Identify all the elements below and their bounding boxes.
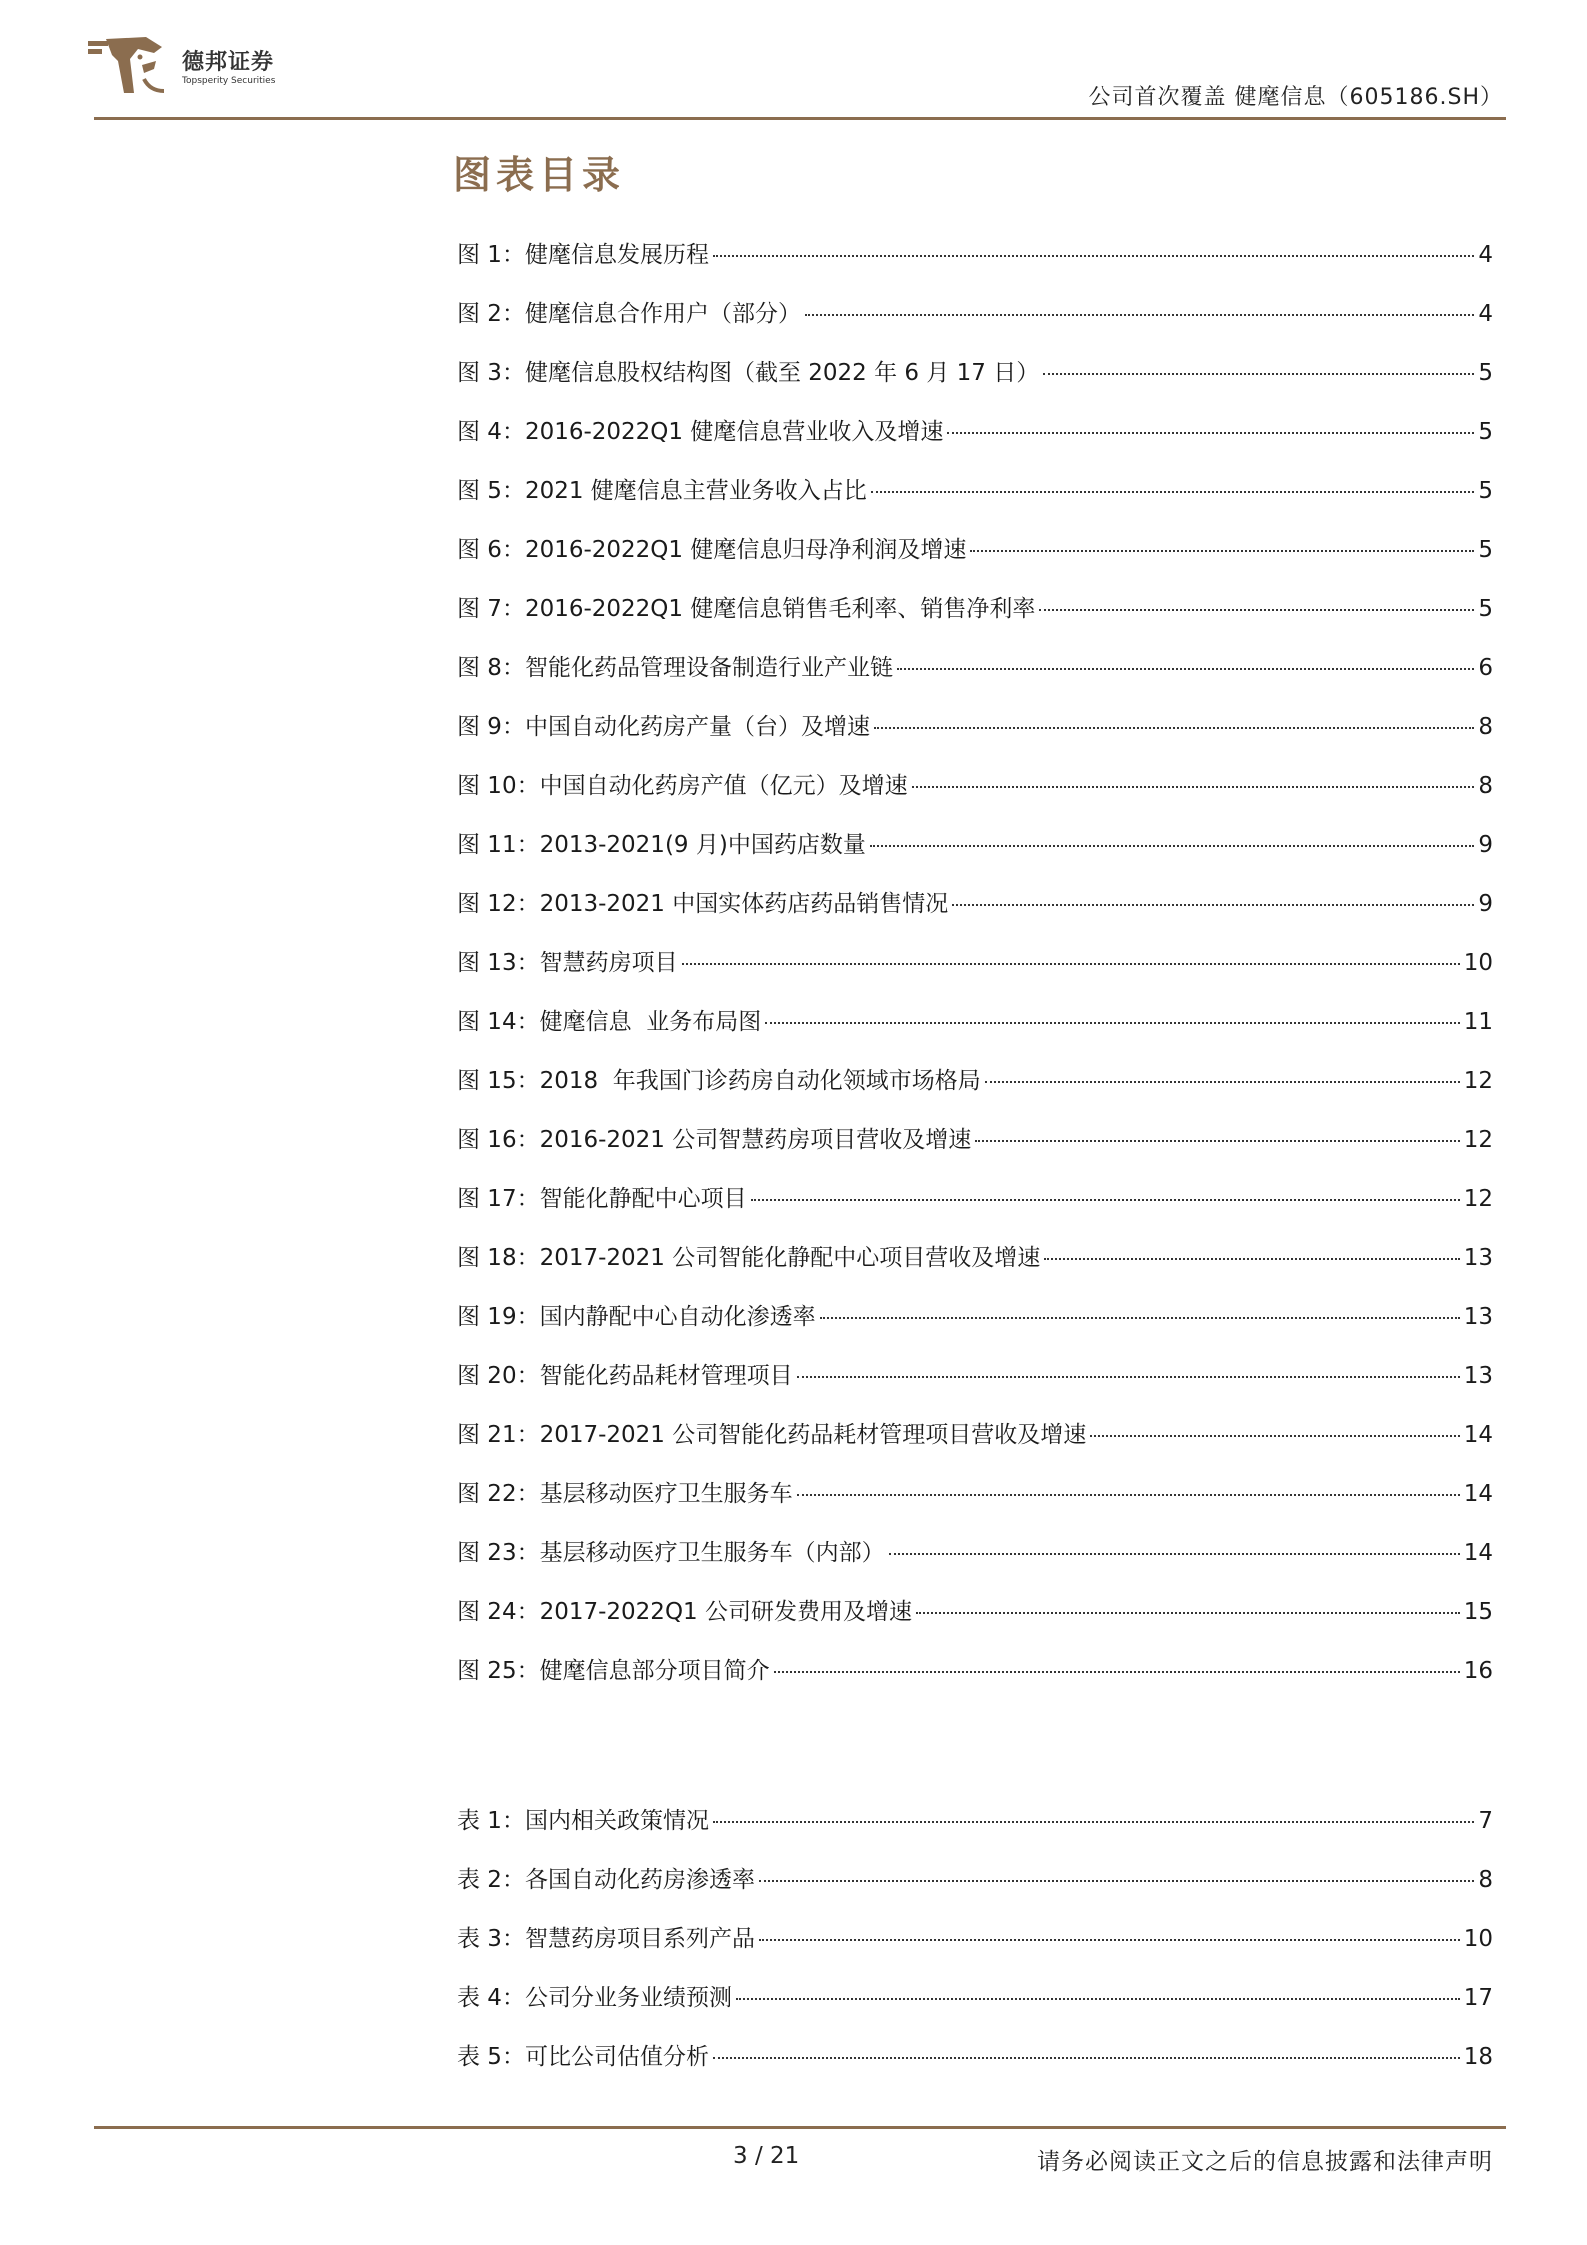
toc-leader-dots [1090,1435,1459,1437]
toc-leader-dots [805,314,1474,316]
toc-leader-dots [751,1199,1460,1201]
toc-entry-page: 12 [1463,1127,1493,1153]
toc-entry-page: 8 [1478,714,1493,740]
toc-title: 图表目录 [453,153,626,197]
toc-entry-figure-8[interactable] [457,649,1493,708]
toc-entry-page: 12 [1463,1068,1493,1094]
toc-entry-page: 5 [1478,537,1493,563]
toc-entry-page: 8 [1478,1867,1493,1893]
toc-entry-label: 表 4：公司分业务业绩预测 [457,1985,732,2011]
toc-entry-label: 图 18：2017-2021 公司智能化静配中心项目营收及增速 [457,1245,1041,1271]
report-title: 公司首次覆盖 健麾信息（605186.SH） [1088,85,1503,110]
toc-entry-page: 15 [1463,1599,1493,1625]
header-divider [94,117,1506,120]
toc-leader-dots [797,1376,1460,1378]
toc-leader-dots [871,491,1475,493]
toc-entry-page: 10 [1463,950,1493,976]
toc-entry-page: 13 [1463,1304,1493,1330]
toc-entry-label: 图 14：健麾信息 业务布局图 [457,1009,762,1035]
toc-entry-label: 图 8：智能化药品管理设备制造行业产业链 [457,655,893,681]
toc-entry-page: 17 [1463,1985,1493,2011]
page-number: 3 / 21 [733,2143,800,2169]
toc-leader-dots [797,1494,1460,1496]
toc-leader-dots [916,1612,1460,1614]
toc-entry-figure-2[interactable] [457,295,1493,354]
toc-entry-page: 5 [1478,478,1493,504]
toc-leader-dots [765,1022,1460,1024]
toc-entry-label: 图 7：2016-2022Q1 健麾信息销售毛利率、销售净利率 [457,596,1036,622]
toc-entry-label: 图 21：2017-2021 公司智能化药品耗材管理项目营收及增速 [457,1422,1087,1448]
toc-leader-dots [820,1317,1460,1319]
toc-entry-label: 表 5：可比公司估值分析 [457,2044,709,2070]
toc-entry-label: 图 19：国内静配中心自动化渗透率 [457,1304,816,1330]
toc-leader-dots [975,1140,1459,1142]
toc-leader-dots [889,1553,1460,1555]
toc-entry-figure-16[interactable] [457,1121,1493,1180]
toc-entry-label: 表 2：各国自动化药房渗透率 [457,1867,755,1893]
toc-entry-label: 表 1：国内相关政策情况 [457,1808,709,1834]
toc-leader-dots [1043,373,1474,375]
company-logo [84,35,314,97]
toc-entry-figure-9[interactable] [457,708,1493,767]
toc-entry-page: 5 [1478,596,1493,622]
toc-leader-dots [736,1998,1460,2000]
toc-leader-dots [713,1821,1474,1823]
toc-entry-figure-23[interactable] [457,1534,1493,1593]
toc-entry-page: 14 [1463,1540,1493,1566]
toc-entry-figure-6[interactable] [457,531,1493,590]
logo-english-name: Topsperity Securities [182,76,276,86]
toc-entry-page: 9 [1478,832,1493,858]
toc-entry-page: 12 [1463,1186,1493,1212]
toc-entry-page: 16 [1463,1658,1493,1684]
toc-entry-page: 8 [1478,773,1493,799]
toc-entry-table-1[interactable] [457,1802,1493,1861]
toc-entry-page: 13 [1463,1245,1493,1271]
toc-entry-table-2[interactable] [457,1861,1493,1920]
toc-entry-page: 7 [1478,1808,1493,1834]
toc-leader-dots [759,1939,1460,1941]
toc-entry-table-3[interactable] [457,1920,1493,1979]
toc-leader-dots [912,786,1475,788]
toc-leader-dots [897,668,1474,670]
toc-entry-label: 图 25：健麾信息部分项目简介 [457,1658,770,1684]
toc-entry-label: 图 1：健麾信息发展历程 [457,242,709,268]
toc-entry-label: 图 17：智能化静配中心项目 [457,1186,747,1212]
toc-entry-table-4[interactable] [457,1979,1493,2038]
toc-entry-figure-13[interactable] [457,944,1493,1003]
company-logo-icon [84,35,174,97]
toc-leader-dots [870,845,1475,847]
toc-entry-label: 图 13：智慧药房项目 [457,950,678,976]
toc-entry-figure-20[interactable] [457,1357,1493,1416]
toc-entry-page: 9 [1478,891,1493,917]
toc-entry-page: 14 [1463,1422,1493,1448]
toc-entry-label: 表 3：智慧药房项目系列产品 [457,1926,755,1952]
toc-leader-dots [985,1081,1460,1083]
legal-disclaimer: 请务必阅读正文之后的信息披露和法律声明 [1037,2149,1493,2175]
toc-entry-page: 4 [1478,301,1493,327]
toc-leader-dots [759,1880,1474,1882]
toc-entry-figure-4[interactable] [457,413,1493,472]
logo-chinese-name: 德邦证券 [182,50,275,75]
toc-entry-label: 图 10：中国自动化药房产值（亿元）及增速 [457,773,908,799]
toc-leader-dots [952,904,1474,906]
toc-entry-label: 图 15：2018 年我国门诊药房自动化领域市场格局 [457,1068,981,1094]
toc-leader-dots [774,1671,1460,1673]
toc-entry-page: 5 [1478,419,1493,445]
toc-entry-figure-12[interactable] [457,885,1493,944]
toc-entry-label: 图 22：基层移动医疗卫生服务车 [457,1481,793,1507]
toc-entry-label: 图 2：健麾信息合作用户（部分） [457,301,801,327]
toc-leader-dots [947,432,1474,434]
toc-entry-figure-5[interactable] [457,472,1493,531]
footer-divider [94,2126,1506,2129]
toc-leader-dots [713,255,1474,257]
toc-entry-label: 图 5：2021 健麾信息主营业务收入占比 [457,478,867,504]
toc-entry-figure-7[interactable] [457,590,1493,649]
toc-entry-label: 图 11：2013-2021(9 月)中国药店数量 [457,832,866,858]
toc-entry-figure-19[interactable] [457,1298,1493,1357]
toc-entry-page: 10 [1463,1926,1493,1952]
toc-entry-label: 图 24：2017-2022Q1 公司研发费用及增速 [457,1599,912,1625]
toc-entry-label: 图 23：基层移动医疗卫生服务车（内部） [457,1540,885,1566]
toc-entry-page: 18 [1463,2044,1493,2070]
toc-entry-table-5[interactable] [457,2038,1493,2097]
table-list [457,1802,1493,2097]
toc-entry-figure-10[interactable] [457,767,1493,826]
toc-entry-figure-17[interactable] [457,1180,1493,1239]
toc-entry-label: 图 6：2016-2022Q1 健麾信息归母净利润及增速 [457,537,967,563]
toc-entry-figure-1[interactable] [457,236,1493,295]
toc-entry-figure-24[interactable] [457,1593,1493,1652]
toc-entry-page: 4 [1478,242,1493,268]
toc-entry-label: 图 20：智能化药品耗材管理项目 [457,1363,793,1389]
toc-leader-dots [1039,609,1474,611]
toc-entry-figure-15[interactable] [457,1062,1493,1121]
toc-entry-label: 图 16：2016-2021 公司智慧药房项目营收及增速 [457,1127,972,1153]
toc-entry-figure-14[interactable] [457,1003,1493,1062]
toc-entry-label: 图 9：中国自动化药房产量（台）及增速 [457,714,870,740]
toc-leader-dots [1044,1258,1459,1260]
figure-list [457,236,1493,1711]
toc-entry-figure-22[interactable] [457,1475,1493,1534]
toc-entry-page: 13 [1463,1363,1493,1389]
toc-entry-figure-11[interactable] [457,826,1493,885]
toc-leader-dots [713,2057,1460,2059]
toc-entry-page: 5 [1478,360,1493,386]
toc-entry-figure-3[interactable] [457,354,1493,413]
toc-entry-label: 图 3：健麾信息股权结构图（截至 2022 年 6 月 17 日） [457,360,1040,386]
toc-entry-page: 11 [1463,1009,1493,1035]
toc-entry-label: 图 12：2013-2021 中国实体药店药品销售情况 [457,891,949,917]
toc-entry-figure-18[interactable] [457,1239,1493,1298]
toc-entry-page: 6 [1478,655,1493,681]
toc-leader-dots [682,963,1460,965]
toc-entry-label: 图 4：2016-2022Q1 健麾信息营业收入及增速 [457,419,944,445]
toc-entry-figure-25[interactable] [457,1652,1493,1711]
toc-leader-dots [874,727,1474,729]
toc-entry-figure-21[interactable] [457,1416,1493,1475]
toc-leader-dots [970,550,1474,552]
toc-entry-page: 14 [1463,1481,1493,1507]
